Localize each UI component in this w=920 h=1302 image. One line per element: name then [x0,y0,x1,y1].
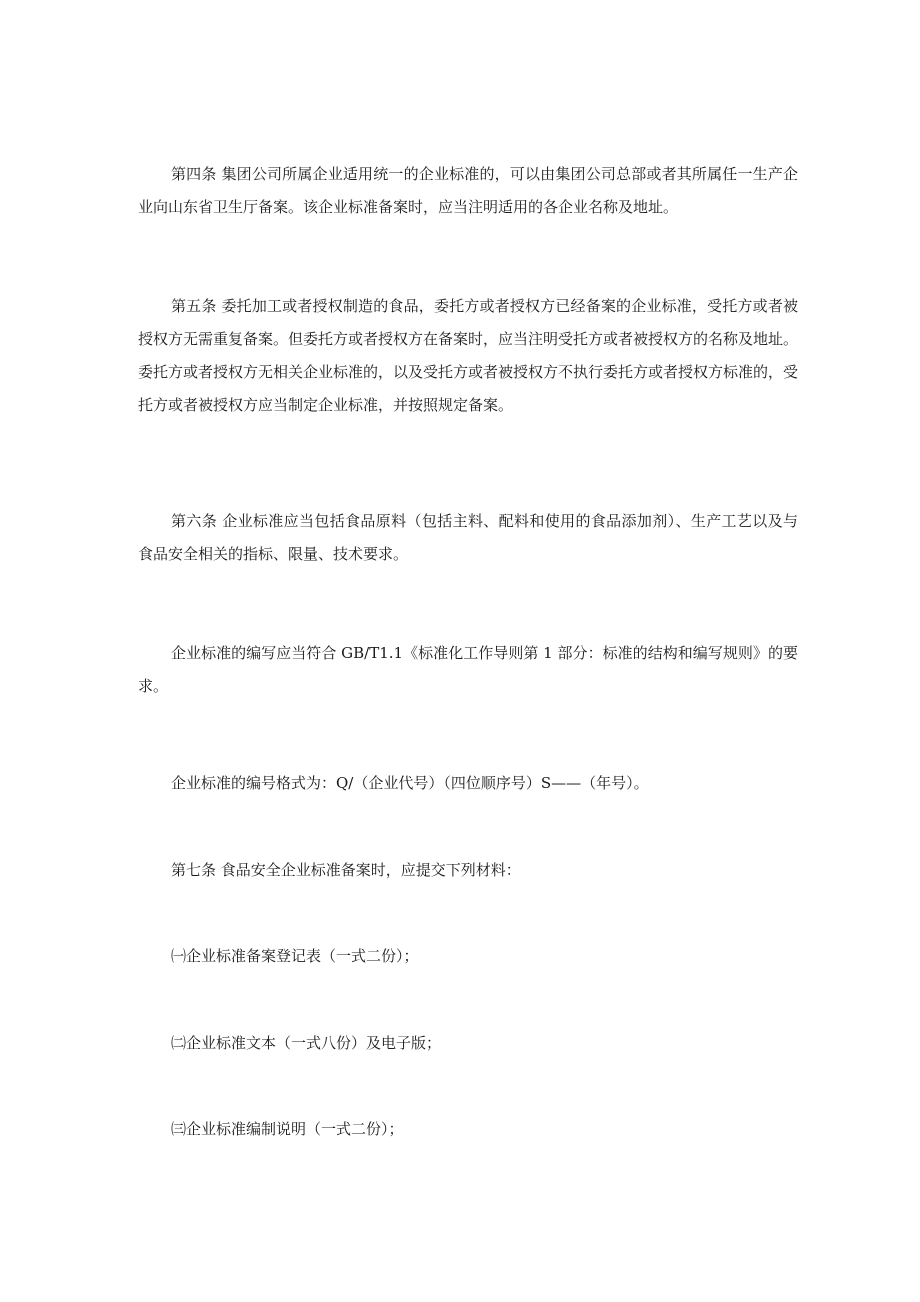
list-item-standard-text: ㈡企业标准文本（一式八份）及电子版； [171,1034,442,1052]
list-item-compilation-notes: ㈢企业标准编制说明（一式二份）； [171,1120,404,1138]
standard-writing-requirement-paragraph: 企业标准的编写应当符合 GB/T1.1《标准化工作导则第 1 部分：标准的结构和编写规则》的要求。 [138,644,798,695]
article-5-paragraph: 第五条 委托加工或者授权制造的食品，委托方或者授权方已经备案的企业标准，受托方或者被授权方无需重复备案。但委托方或者授权方在备案时，应当注明受托方或者被授权方的名称及地址。委托方或者授权方无相关企业标准的，以及受托方或者被授权方不执行委托方或者授权方标准的，受托方或者被授权方应当制定企业标准，并按照规定备案。 [138,297,799,414]
article-7-paragraph: 第七条 食品安全企业标准备案时，应提交下列材料： [171,861,521,879]
article-4-paragraph: 第四条 集团公司所属企业适用统一的企业标准的，可以由集团公司总部或者其所属任一生产企业向山东省卫生厅备案。该企业标准备案时，应当注明适用的各企业名称及地址。 [138,165,798,216]
standard-numbering-format-paragraph: 企业标准的编号格式为：Q/（企业代号）（四位顺序号）S——（年号）。 [171,774,649,792]
article-6-paragraph: 第六条 企业标准应当包括食品原料（包括主料、配料和使用的食品添加剂）、生产工艺以及与食品安全相关的指标、限量、技术要求。 [138,512,798,563]
list-item-registration-form: ㈠企业标准备案登记表（一式二份）； [171,947,419,965]
